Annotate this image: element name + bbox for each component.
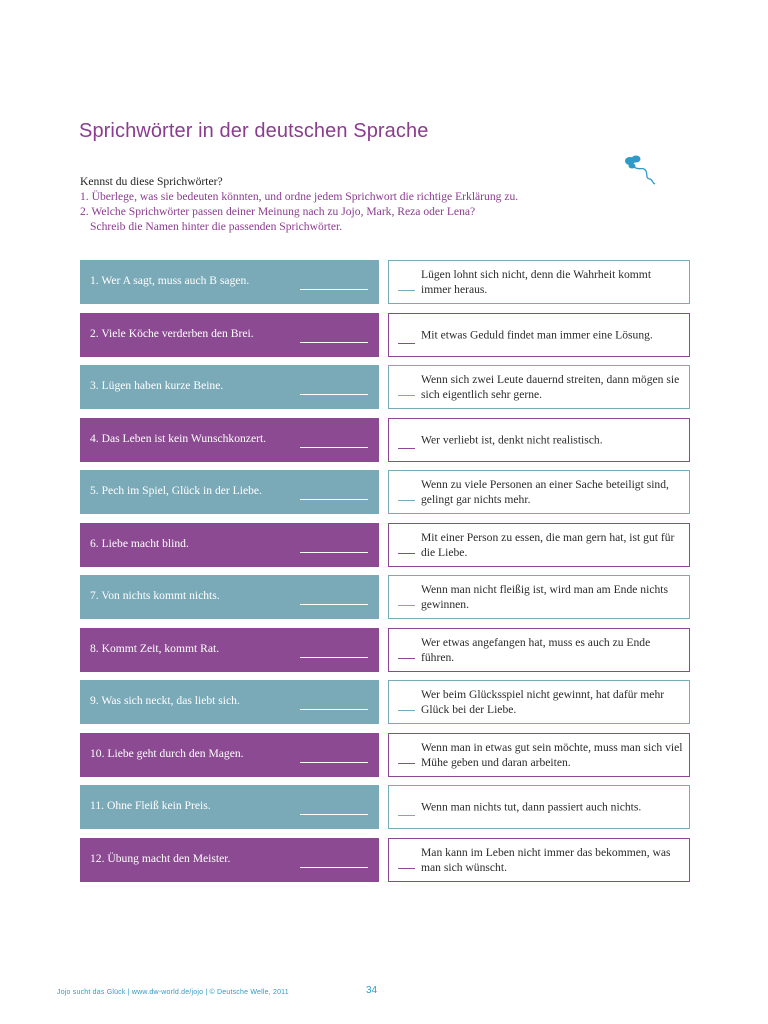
proverb-text: 9. Was sich neckt, das liebt sich. xyxy=(90,694,240,707)
proverb-box xyxy=(80,575,379,619)
match-answer-blank[interactable] xyxy=(398,815,415,816)
name-answer-blank[interactable] xyxy=(300,814,368,815)
explanation-text: Wenn zu viele Personen an einer Sache beteiligt sind, gelingt gar nichts mehr. xyxy=(421,478,669,506)
instructions xyxy=(80,174,518,234)
name-answer-blank[interactable] xyxy=(300,552,368,553)
explanation-text: Mit einer Person zu essen, die man gern hat, ist gut für die Liebe. xyxy=(421,530,675,559)
match-answer-blank[interactable] xyxy=(398,395,415,396)
proverb-row xyxy=(80,680,690,724)
name-answer-blank[interactable] xyxy=(300,604,368,605)
proverb-row xyxy=(80,470,690,514)
explanation-text: Mit etwas Geduld findet man immer eine Lösung. xyxy=(421,328,653,341)
explanation-box xyxy=(388,313,690,357)
explanation-text: Man kann im Leben nicht immer das bekommen, was man sich wünscht. xyxy=(421,845,671,874)
proverb-row xyxy=(80,628,690,672)
explanation-box xyxy=(388,680,690,724)
proverb-text: 1. Wer A sagt, muss auch B sagen. xyxy=(90,274,250,287)
match-answer-blank[interactable] xyxy=(398,553,415,554)
proverb-text: 7. Von nichts kommt nichts. xyxy=(90,589,220,602)
proverb-row xyxy=(80,523,690,567)
proverb-box xyxy=(80,733,379,777)
explanation-text: Wenn man nicht fleißig ist, wird man am Ende nichts gewinnen. xyxy=(421,583,668,611)
proverb-row xyxy=(80,365,690,409)
proverb-text: 8. Kommt Zeit, kommt Rat. xyxy=(90,641,220,655)
proverb-row xyxy=(80,418,690,462)
proverb-text: 3. Lügen haben kurze Beine. xyxy=(90,379,224,392)
proverb-matching-list xyxy=(80,260,690,890)
proverb-box xyxy=(80,680,379,724)
explanation-box xyxy=(388,523,690,567)
explanation-text: Lügen lohnt sich nicht, denn die Wahrheit kommt immer heraus. xyxy=(421,268,652,296)
fly-icon xyxy=(621,152,661,192)
page-number: 34 xyxy=(366,985,378,996)
proverb-row xyxy=(80,733,690,777)
explanation-text: Wer etwas angefangen hat, muss es auch zu Ende führen. xyxy=(421,635,651,664)
proverb-text: 10. Liebe geht durch den Magen. xyxy=(90,746,244,760)
proverb-row xyxy=(80,575,690,619)
proverb-row xyxy=(80,838,690,882)
intro-question: Kennst du diese Sprichwörter? xyxy=(80,175,223,188)
proverb-text: 5. Pech im Spiel, Glück in der Liebe. xyxy=(90,484,262,497)
proverb-box xyxy=(80,628,379,672)
explanation-text: Wenn man in etwas gut sein möchte, muss man sich viel Mühe geben und daran arbeiten. xyxy=(421,740,683,769)
match-answer-blank[interactable] xyxy=(398,343,415,344)
name-answer-blank[interactable] xyxy=(300,289,368,290)
explanation-box xyxy=(388,575,690,619)
explanation-box xyxy=(388,733,690,777)
proverb-row xyxy=(80,785,690,829)
name-answer-blank[interactable] xyxy=(300,394,368,395)
match-answer-blank[interactable] xyxy=(398,448,415,449)
match-answer-blank[interactable] xyxy=(398,605,415,606)
explanation-text: Wenn sich zwei Leute dauernd streiten, dann mögen sie sich eigentlich sehr gerne. xyxy=(421,373,680,401)
proverb-row xyxy=(80,313,690,357)
proverb-box xyxy=(80,365,379,409)
explanation-text: Wer beim Glücksspiel nicht gewinnt, hat dafür mehr Glück bei der Liebe. xyxy=(421,688,665,716)
intro-task-2-continued: Schreib die Namen hinter die passenden Sprichwörter. xyxy=(90,220,343,233)
proverb-box xyxy=(80,838,379,882)
page-title: Sprichwörter in der deutschen Sprache xyxy=(79,120,429,142)
proverb-box xyxy=(80,418,379,462)
proverb-box xyxy=(80,470,379,514)
name-answer-blank[interactable] xyxy=(300,499,368,500)
match-answer-blank[interactable] xyxy=(398,500,415,501)
proverb-text: 2. Viele Köche verderben den Brei. xyxy=(90,326,254,340)
proverb-row xyxy=(80,260,690,304)
proverb-box xyxy=(80,523,379,567)
proverb-text: 11. Ohne Fleiß kein Preis. xyxy=(90,799,211,812)
proverb-box xyxy=(80,260,379,304)
explanation-box xyxy=(388,418,690,462)
name-answer-blank[interactable] xyxy=(300,657,368,658)
match-answer-blank[interactable] xyxy=(398,710,415,711)
name-answer-blank[interactable] xyxy=(300,342,368,343)
explanation-box xyxy=(388,365,690,409)
proverb-box xyxy=(80,313,379,357)
name-answer-blank[interactable] xyxy=(300,447,368,448)
explanation-text: Wer verliebt ist, denkt nicht realistisch. xyxy=(421,433,603,446)
proverb-box xyxy=(80,785,379,829)
explanation-box xyxy=(388,785,690,829)
name-answer-blank[interactable] xyxy=(300,762,368,763)
intro-task-2: 2. Welche Sprichwörter passen deiner Meinung nach zu Jojo, Mark, Reza oder Lena? xyxy=(80,205,476,218)
footer-credit: Jojo sucht das Glück | www.dw-world.de/jojo | © Deutsche Welle, 2011 xyxy=(57,989,289,996)
proverb-text: 6. Liebe macht blind. xyxy=(90,536,189,550)
explanation-box xyxy=(388,470,690,514)
proverb-text: 12. Übung macht den Meister. xyxy=(90,851,231,865)
explanation-box xyxy=(388,260,690,304)
name-answer-blank[interactable] xyxy=(300,709,368,710)
name-answer-blank[interactable] xyxy=(300,867,368,868)
match-answer-blank[interactable] xyxy=(398,763,415,764)
match-answer-blank[interactable] xyxy=(398,290,415,291)
proverb-text: 4. Das Leben ist kein Wunschkonzert. xyxy=(90,431,267,445)
explanation-box xyxy=(388,628,690,672)
explanation-box xyxy=(388,838,690,882)
match-answer-blank[interactable] xyxy=(398,868,415,869)
match-answer-blank[interactable] xyxy=(398,658,415,659)
explanation-text: Wenn man nichts tut, dann passiert auch nichts. xyxy=(421,800,642,814)
intro-task-1: 1. Überlege, was sie bedeuten könnten, und ordne jedem Sprichwort die richtige Erklärung zu. xyxy=(80,190,519,203)
